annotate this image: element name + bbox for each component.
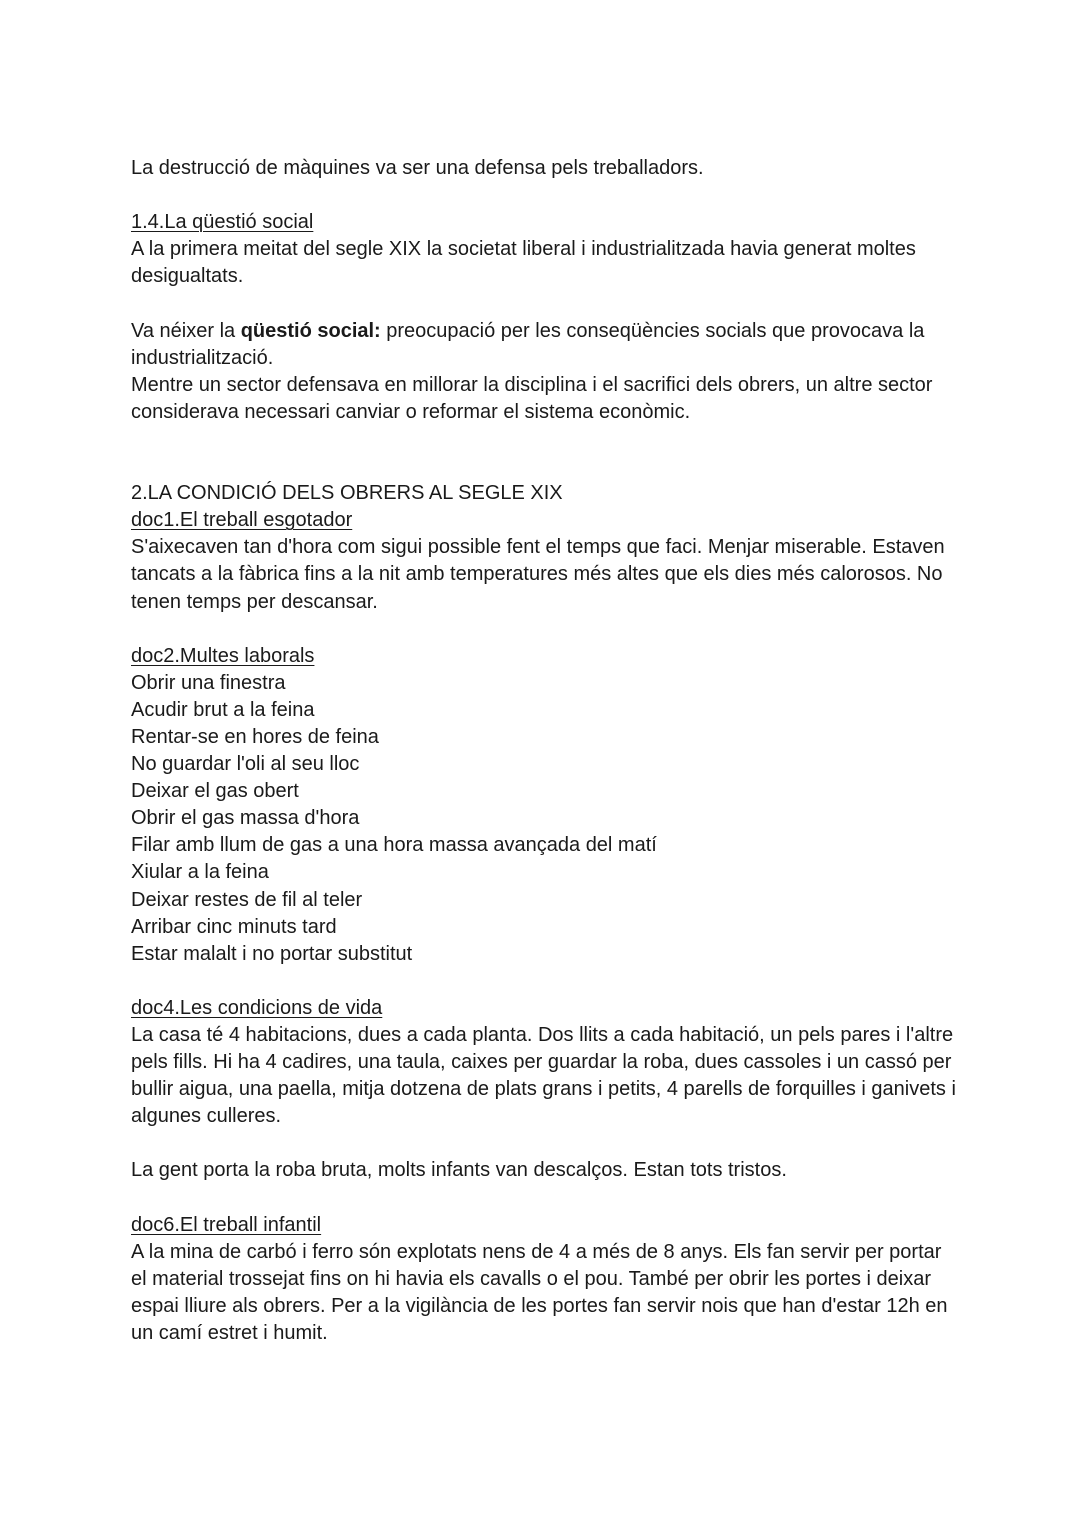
- doc4-paragraph-1: La casa té 4 habitacions, dues a cada planta. Dos llits a cada habitació, un pels pares i l'altre pels fills. Hi ha 4 cadires, una taula, caixes per guardar la roba, dues cassoles i un cassó per bullir aigua, una paella, mitja dotzena de plats grans i petits, 4 parells de forquilles i ganivets i algunes culleres.: [131, 1024, 956, 1128]
- list-item: Obrir el gas massa d'hora: [131, 807, 360, 830]
- list-item: Filar amb llum de gas a una hora massa avançada del matí: [131, 834, 657, 857]
- list-item: Deixar restes de fil al teler: [131, 888, 363, 911]
- doc6-text: A la mina de carbó i ferro són explotats nens de 4 a més de 8 anys. Els fan servir per portar el material trossejat fins on hi havia els cavalls o el pou. També per obrir les portes i deixar espai lliure als obrers. Per a la vigilància de les portes fan servir nois que han d'estar 12h en un camí estret i humit.: [131, 1240, 948, 1345]
- list-item: Rentar-se en hores de feina: [131, 725, 379, 748]
- spacer: [131, 426, 961, 480]
- intro-paragraph: La destrucció de màquines va ser una defensa pels treballadors.: [131, 157, 704, 179]
- paragraph-2-prefix: Va néixer la: [131, 319, 241, 342]
- section-1-4-paragraph-1: A la primera meitat del segle XIX la societat liberal i industrialitzada havia generat moltes desigualtats.: [131, 238, 916, 288]
- paragraph-2-suffix: preocupació per les conseqüències socials que provocava la industrialització.: [131, 319, 925, 369]
- doc4-title: doc4.Les condicions de vida: [131, 996, 383, 1019]
- paragraph-2-bold-term: qüestió social:: [240, 319, 381, 342]
- spacer: [131, 968, 961, 995]
- list-item: Xiular a la feina: [131, 861, 269, 884]
- document-page: [131, 155, 961, 1347]
- doc6-title: doc6.El treball infantil: [131, 1213, 322, 1236]
- doc4-paragraph-2: La gent porta la roba bruta, molts infants van descalços. Estan tots tristos.: [131, 1159, 787, 1182]
- doc2-fines-list: [131, 670, 961, 968]
- section-1-4-heading: 1.4.La qüestió social: [131, 211, 314, 234]
- spacer: [131, 1130, 961, 1157]
- section-2-heading: 2.LA CONDICIÓ DELS OBRERS AL SEGLE XIX: [131, 482, 563, 505]
- doc2-title: doc2.Multes laborals: [131, 644, 315, 667]
- section-1-4-paragraph-3: Mentre un sector defensava en millorar la disciplina i el sacrifici dels obrers, un altre sector considerava necessari canviar o reformar el sistema econòmic.: [131, 373, 933, 423]
- spacer: [131, 290, 961, 317]
- doc1-text: S'aixecaven tan d'hora com sigui possible fent el temps que faci. Menjar miserable. Estaven tancats a la fàbrica fins a la nit amb temperatures més altes que els dies més calorosos. No tenen temps per descansar.: [131, 536, 945, 613]
- list-item: Arribar cinc minuts tard: [131, 915, 337, 938]
- spacer: [131, 616, 961, 643]
- spacer: [131, 1185, 961, 1212]
- list-item: Obrir una finestra: [131, 671, 286, 694]
- section-1-4-paragraph-2: [131, 318, 961, 372]
- list-item: Estar malalt i no portar substitut: [131, 942, 413, 965]
- list-item: No guardar l'oli al seu lloc: [131, 753, 360, 776]
- spacer: [131, 182, 961, 209]
- list-item: Deixar el gas obert: [131, 780, 299, 803]
- doc1-title: doc1.El treball esgotador: [131, 509, 353, 532]
- list-item: Acudir brut a la feina: [131, 698, 315, 721]
